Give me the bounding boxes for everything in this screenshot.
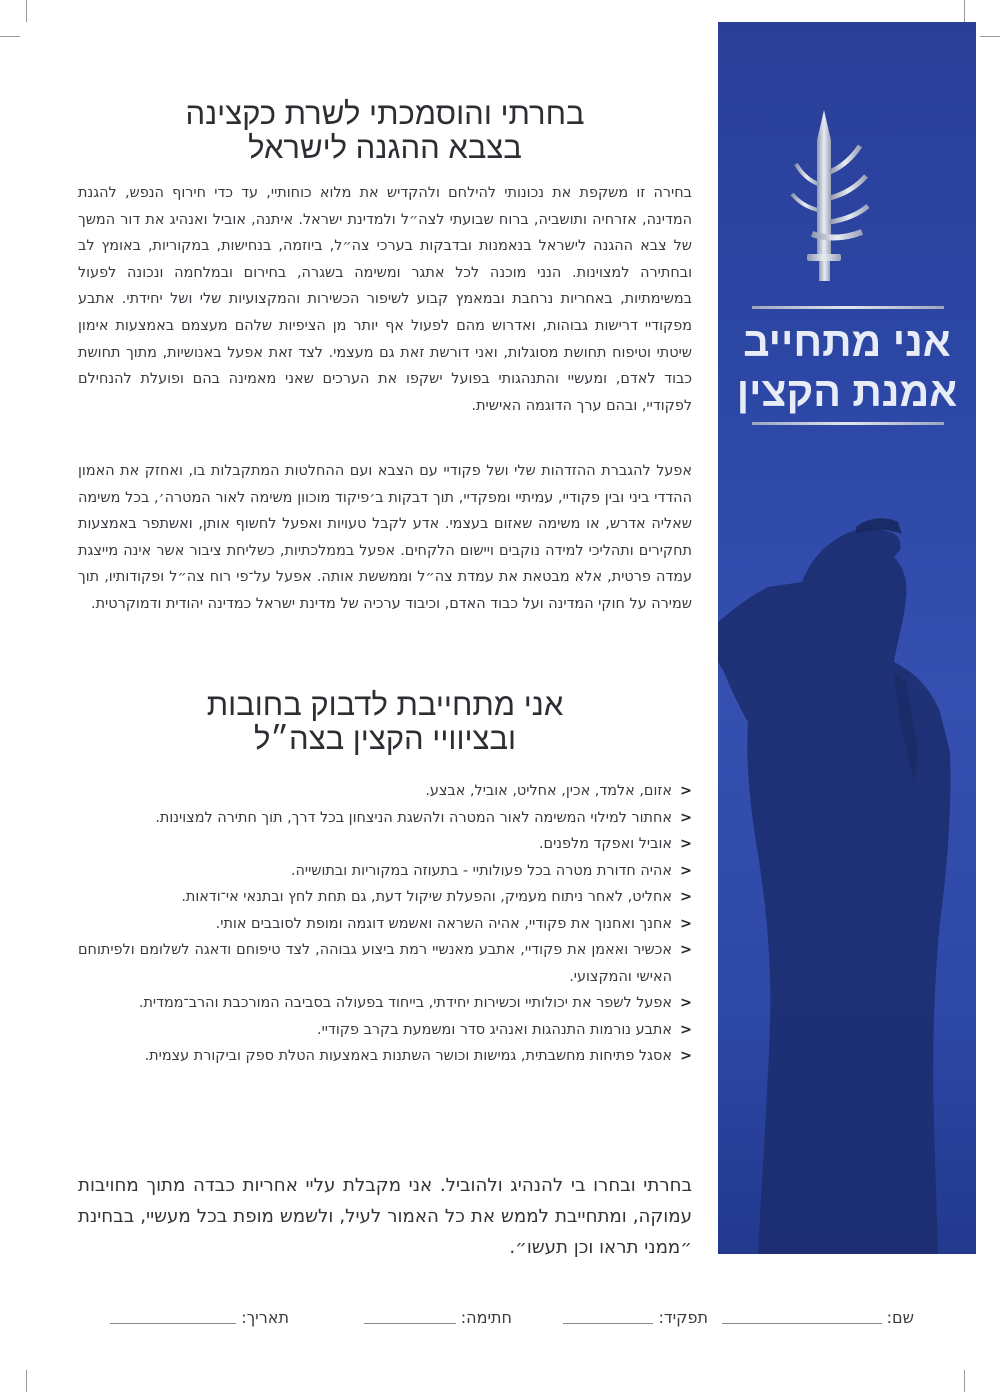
- list-item: < אפעל לשפר את יכולותיי וכשירות יחידתי, בייחוד בפעולה בסביבה המורכבת והרב־ממדית.: [78, 990, 692, 1017]
- crop-mark: [964, 0, 965, 22]
- bullet-chevron-icon: <: [679, 942, 692, 958]
- title-line: בחרתי והוסמכתי לשרת כקצינה: [185, 96, 585, 131]
- list-item: < אחתור למילוי המשימה לאור המטרה ולהשגת הניצחון בכל דרך, תוך חתירה למצוינות.: [78, 805, 692, 832]
- list-item: < אחליט, לאחר ניתוח מעמיק, והפעלת שיקול דעת, גם תחת לחץ ובתנאי אי־ודאות.: [78, 884, 692, 911]
- role-field[interactable]: [563, 1308, 708, 1327]
- name-field[interactable]: [722, 1308, 914, 1327]
- date-label: תאריך:: [241, 1308, 289, 1327]
- role-label: תפקיד:: [658, 1308, 708, 1327]
- list-item: < אסגל פתיחות מחשבתית, גמישות וכושר השתנות באמצעות הטלת ספק וביקורת עצמית.: [78, 1043, 692, 1070]
- bullet-chevron-icon: <: [679, 809, 692, 826]
- signature-label: חתימה:: [460, 1308, 512, 1327]
- commandments-list: [78, 778, 692, 1070]
- bullet-chevron-icon: <: [679, 995, 692, 1011]
- name-line: [722, 1323, 882, 1324]
- banner-title-line1: אני מתחייב: [743, 319, 951, 365]
- list-item: < אהיה חדורת מטרה בכל פעולותיי - בתעוזה במקוריות ובתושייה.: [78, 858, 692, 885]
- intro-paragraph: בחירה זו משקפת את נכונותי להילחם ולהקדיש את מלוא כוחותיי, עד כדי חירוף הנפש, להגנת המדינה, אזרחיה ותושביה, ברוח שבועתי לצה״ל ולמדינת ישראל. איתנה, אוביל ואנהיג את דור המשך של צבא ההגנה לישראל בנאמנות ובדבקות בערכי צה״ל, ביוזמה, בנחישות, במקוריות, באומץ לב ובחתירה למצוינות. הנני מוכנה לכל אתגר ומשימה בשגרה, בחירום ובמלחמה ונכונה לפעול במשימתיות, באחריות נרחבת ובמאמץ קבוע לשיפור הכשירות והמקצועיות שלי ושל יחידתי. אתבע מפקודיי דרישות גבוהות, ואדרוש מהם לפעול אף יותר מן הציפיות שלהם מעצמם באמצעות אימון שיטתי וטיפוח תחושת מסוגלות, ואני דורשת זאת גם מעצמי. לצד זאת אפעל באנושיות, מתוך תחושת כבוד לאדם, ומעשיי והתנהגותי בפועל ישקפו את הערכים שאני מאמינה בהם ופועלת להנחילם לפקודיי, ובהם ערך הדוגמה האישית.: [78, 185, 692, 414]
- soldier-silhouette: [718, 527, 951, 1254]
- bullet-chevron-icon: <: [679, 915, 692, 932]
- title-line: ובציוויי הקצין בצה״ל: [253, 721, 517, 756]
- title-line: אני מתחייבת לדבוק בחובות: [206, 687, 564, 722]
- date-field[interactable]: [110, 1308, 289, 1327]
- banner-divider-bottom: [752, 422, 944, 425]
- bullet-chevron-icon: <: [679, 889, 692, 905]
- second-paragraph: אפעל להגברת ההזדהות שלי ושל פקודיי עם הצבא ועם ההחלטות המתקבלות בו, ואחזק את האמון ההדדי ביני ובין פקודיי, עמיתיי ומפקדיי, תוך דבקות ב׳פיקוד מוכוון משימה לאור המטרה׳, בכל משימה שאליה אדרש, או משימה שאזום בעצמי. אדע לקבל טעויות ואפעל לחשוף אותן, ואשתפר באמצעות תחקירים ותהליכי למידה נוקבים ויישום הלקחים. אפעל בממלכתיות, כשליחת ציבור אשר אינה מייצגת עמדה פרטית, אלא מבטאת את עמדת צה״ל וממששת אותה. אפעל על־פי רוח צה״ל ופקודותיו, תוך שמירה על חוקי המדינה ועל כבוד האדם, וכיבוד ערכיה של מדינת ישראל כמדינה יהודית ודמוקרטית.: [78, 463, 692, 612]
- bullet-chevron-icon: <: [679, 1048, 692, 1064]
- idf-emblem-icon: [792, 110, 868, 281]
- title-line: בצבא ההגנה לישראל: [248, 130, 522, 165]
- banner-divider-top: [752, 306, 944, 309]
- crop-mark: [964, 1370, 965, 1392]
- bullet-chevron-icon: <: [679, 862, 692, 879]
- section-title-commandments: [78, 688, 692, 756]
- banner-title-line2: אמנת הקצין: [736, 369, 958, 415]
- date-line: [110, 1323, 236, 1324]
- section-title-primary: [78, 97, 692, 165]
- bullet-chevron-icon: <: [679, 836, 692, 852]
- name-label: שם:: [886, 1308, 914, 1327]
- signature-line: [364, 1323, 456, 1324]
- list-item: < אוביל ואפקד מלפנים.: [78, 831, 692, 858]
- charter-banner: [718, 22, 976, 1254]
- banner-artwork: [718, 22, 976, 1254]
- crop-mark: [0, 36, 20, 37]
- list-item: < אחנך ואחנוך את פקודיי, אהיה השראה ואשמש דוגמה ומופת לסובבים אותי.: [78, 911, 692, 938]
- signature-field[interactable]: [364, 1308, 512, 1327]
- list-item: < אתבע נורמות התנהגות ואנהיג סדר ומשמעת בקרב פקודיי.: [78, 1017, 692, 1044]
- bullet-chevron-icon: <: [679, 1021, 692, 1038]
- crop-mark: [26, 0, 27, 22]
- crop-mark: [980, 36, 1000, 37]
- list-item: < אכשיר ואאמן את פקודיי, אתבע מאנשיי רמת ביצוע גבוהה, לצד טיפוחם ודאגה לשלומם ולפיתוחם האישי והמקצועי.: [78, 937, 692, 990]
- role-line: [563, 1323, 653, 1324]
- crop-mark: [26, 1370, 27, 1392]
- list-item: < אזום, אלמד, אכין, אחליט, אוביל, אבצע.: [78, 778, 692, 805]
- closing-paragraph: בחרתי ובחרו בי להנהיג ולהוביל. אני מקבלת עליי אחריות כבדה מתוך מחויבות עמוקה, ומתחייבת לממש את כל האמור לעיל, ולשמש מופת בכל מעשיי, בבחינת ״ממני תראו וכן תעשו״.: [78, 1175, 692, 1258]
- bullet-chevron-icon: <: [679, 783, 692, 799]
